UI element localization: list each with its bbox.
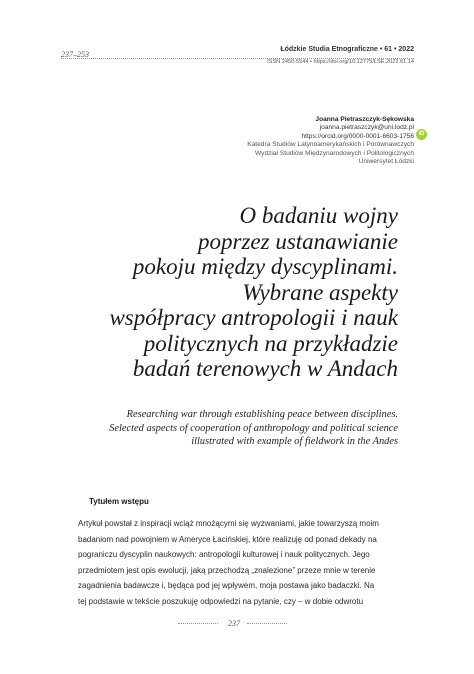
journal-title: Łódzkie Studia Etnograficzne • 61 • 2022 bbox=[280, 46, 414, 53]
title-line: poprzez ustanawianie bbox=[198, 228, 398, 254]
issn-doi-line: ISSN 2450-5544 • https://doi.org/10.12775/LSE.2022.61.14 bbox=[267, 59, 414, 65]
page-range: 237–253 bbox=[61, 50, 89, 59]
title-line: O badaniu wojny bbox=[239, 203, 398, 228]
footer-divider-right bbox=[247, 623, 287, 624]
footer-divider-left bbox=[178, 623, 218, 624]
body-line: Artykuł powstał z inspiracji wciąż mnożącymi się wyzwaniami, jakie towarzyszą moim bbox=[78, 519, 379, 528]
title-line: politycznych na przykładzie bbox=[143, 330, 398, 356]
body-line: badaniom nad powojniem w Ameryce Łacińskiej, które realizuję od ponad dekady na bbox=[78, 534, 377, 544]
article-title-english bbox=[68, 408, 398, 449]
title-line: Selected aspects of cooperation of anthropology and political science bbox=[109, 422, 398, 434]
title-line: illustrated with example of fieldwork in the Andes bbox=[191, 436, 398, 448]
affiliation-line: Uniwersytet Łódzki bbox=[358, 158, 414, 166]
title-line: pokoju między dyscyplinami. bbox=[132, 254, 398, 279]
author-name: Joanna Pietraszczyk-Sękowska bbox=[315, 116, 414, 123]
page-number: 237 bbox=[228, 619, 240, 628]
body-line: przedmiotem jest opis ewolucji, jaką przechodzą „znalezione” przeze mnie w terenie bbox=[78, 565, 376, 575]
orcid-icon[interactable]: iD bbox=[416, 129, 427, 140]
affiliation-line: Katedra Studiów Latynoamerykańskich i Porównawczych bbox=[247, 141, 414, 149]
body-line: zagadnienia badawcze i, będąca pod jej wpływem, moja postawa jako badaczki. Na bbox=[78, 581, 375, 591]
article-title-polish bbox=[68, 203, 398, 382]
title-line: Researching war through establishing peace between disciplines. bbox=[126, 409, 398, 420]
title-line: badań terenowych w Andach bbox=[132, 356, 398, 381]
section-heading: Tytułem wstępu bbox=[89, 497, 149, 506]
title-line: Wybrane aspekty bbox=[242, 279, 398, 305]
author-block bbox=[247, 116, 414, 166]
title-line: współpracy antropologii i nauk bbox=[109, 305, 398, 330]
body-paragraph bbox=[78, 516, 396, 610]
body-line: pograniczu dyscyplin naukowych: antropologii kulturowej i nauk politycznych. Jego bbox=[78, 550, 370, 560]
body-line: tej podstawie w tekście poszukuję odpowiedzi na pytanie, czy – w dobie odwrotu bbox=[78, 596, 364, 606]
author-orcid-link[interactable]: https://orcid.org/0000-0001-6603-1756 bbox=[301, 132, 414, 140]
author-email[interactable]: joanna.pietraszczyk@uni.lodz.pl bbox=[319, 124, 414, 132]
affiliation-line: Wydział Studiów Międzynarodowych i Politologicznych bbox=[255, 149, 414, 157]
